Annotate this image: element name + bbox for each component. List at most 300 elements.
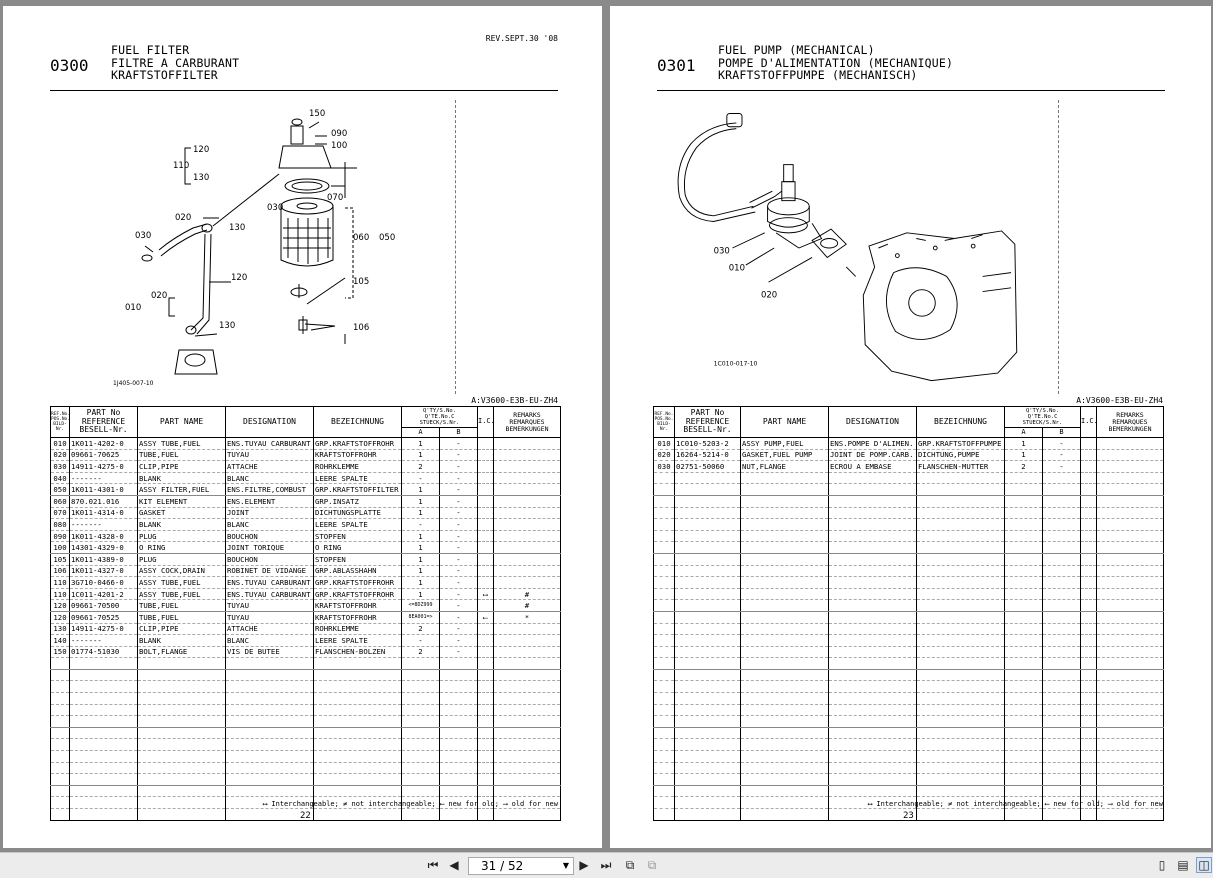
qty-b-cell: - — [440, 577, 478, 589]
designation-cell: JOINT TORIQUE — [226, 542, 314, 554]
part-number-cell — [675, 809, 741, 821]
part-number-cell — [675, 762, 741, 774]
qty-a-cell — [1005, 495, 1043, 507]
part-name-cell: TUBE,FUEL — [138, 449, 226, 461]
part-name-cell: GASKET,FUEL PUMP — [741, 449, 829, 461]
remarks-cell — [494, 553, 561, 565]
qty-b-cell: - — [440, 646, 478, 658]
bezeichnung-cell — [314, 809, 402, 821]
empty-row — [654, 623, 1164, 635]
remarks-cell — [1097, 785, 1164, 797]
col-remarks — [1097, 407, 1164, 438]
bezeichnung-cell: STOPFEN — [314, 553, 402, 565]
part-number-cell — [675, 751, 741, 763]
designation-cell — [829, 681, 917, 693]
col-part-no — [675, 407, 741, 438]
designation-cell: TUYAU — [226, 611, 314, 623]
part-name-cell — [138, 658, 226, 670]
part-number-cell — [675, 519, 741, 531]
empty-row — [51, 774, 561, 786]
part-name-cell — [741, 519, 829, 531]
callout-020: 020 — [175, 213, 192, 223]
remarks-cell — [1097, 449, 1164, 461]
designation-cell: ENS.TUYAU CARBURANT — [226, 577, 314, 589]
ic-cell — [1081, 565, 1097, 577]
section-header — [657, 44, 1165, 91]
empty-row — [654, 681, 1164, 693]
ref-cell: 106 — [51, 565, 70, 577]
empty-row — [654, 542, 1164, 554]
remarks-cell — [1097, 542, 1164, 554]
remarks-cell — [1097, 681, 1164, 693]
qty-a-cell — [402, 809, 440, 821]
remarks-cell — [1097, 438, 1164, 450]
ref-cell — [654, 716, 675, 728]
ic-cell — [1081, 693, 1097, 705]
qty-b-cell — [440, 716, 478, 728]
remarks-cell — [494, 785, 561, 797]
qty-a-cell — [1005, 669, 1043, 681]
ref-cell: 150 — [51, 646, 70, 658]
bezeichnung-cell: GRP.ABLASSHAHN — [314, 565, 402, 577]
designation-cell: ENS.TUYAU CARBURANT — [226, 438, 314, 450]
col-bezeichnung: BEZEICHNUNG — [314, 407, 402, 438]
table-row — [51, 438, 561, 450]
part-number-cell — [675, 600, 741, 612]
bezeichnung-cell — [917, 693, 1005, 705]
remarks-cell — [1097, 600, 1164, 612]
part-name-cell — [741, 681, 829, 693]
bezeichnung-cell — [917, 739, 1005, 751]
part-number-cell — [675, 495, 741, 507]
part-name-cell: BOLT,FLANGE — [138, 646, 226, 658]
qty-b-cell: - — [440, 611, 478, 623]
part-number-cell — [675, 797, 741, 809]
remarks-cell — [1097, 495, 1164, 507]
part-number-cell — [675, 611, 741, 623]
table-row — [654, 438, 1164, 450]
bezeichnung-cell: LEERE SPALTE — [314, 519, 402, 531]
table-row — [654, 449, 1164, 461]
ref-cell: 120 — [51, 611, 70, 623]
viewer-toolbar — [0, 852, 1213, 878]
part-name-cell: ASSY TUBE,FUEL — [138, 438, 226, 450]
title-fr: FILTRE A CARBURANT — [111, 55, 240, 70]
ref-cell — [654, 542, 675, 554]
qty-a-cell: 1 — [402, 577, 440, 589]
remarks-cell — [1097, 635, 1164, 647]
empty-row — [51, 681, 561, 693]
title-en: FUEL PUMP (MECHANICAL) — [718, 43, 875, 57]
designation-cell: BLANC — [226, 472, 314, 484]
remarks-cell — [494, 809, 561, 821]
qty-a-cell: - — [402, 635, 440, 647]
designation-cell — [829, 495, 917, 507]
designation-cell — [829, 542, 917, 554]
single-page-icon[interactable]: ▯ — [1158, 858, 1166, 872]
ic-cell — [1081, 495, 1097, 507]
table-row — [51, 484, 561, 496]
part-name-cell — [741, 646, 829, 658]
designation-cell — [829, 658, 917, 670]
continuous-icon[interactable]: ▤ — [1177, 858, 1189, 872]
ic-cell — [478, 438, 494, 450]
bezeichnung-cell: ROHRKLEMME — [314, 623, 402, 635]
table-row — [51, 577, 561, 589]
qty-a-cell — [1005, 704, 1043, 716]
callout-060: 060 — [353, 233, 370, 243]
hdr-ref-2: POS.No. — [51, 417, 70, 422]
ic-cell — [1081, 774, 1097, 786]
ref-cell — [654, 797, 675, 809]
hdr-rem-2: REMARQUES — [509, 417, 545, 426]
title-en: FUEL FILTER — [111, 43, 190, 57]
bezeichnung-cell — [917, 623, 1005, 635]
remarks-cell — [1097, 519, 1164, 531]
ic-cell — [1081, 577, 1097, 589]
designation-cell — [829, 600, 917, 612]
qty-b-cell — [1043, 716, 1081, 728]
qty-a-cell — [1005, 484, 1043, 496]
col-ref — [51, 407, 70, 438]
qty-b-cell — [1043, 542, 1081, 554]
part-name-cell — [138, 681, 226, 693]
qty-a-cell: <=8DZ999 — [402, 600, 440, 612]
callout-130b: 130 — [229, 223, 246, 233]
empty-row — [654, 774, 1164, 786]
designation-cell — [829, 472, 917, 484]
remarks-cell — [1097, 553, 1164, 565]
interchange-legend: ⟷ Interchangeable; ≠ not interchangeable; ⟵ new for old; ⟶ old for new — [262, 800, 558, 808]
bezeichnung-cell — [917, 530, 1005, 542]
hdr-rem-1: REMARKS — [1116, 410, 1144, 419]
revision-date: REV.SEPT.30 '08 — [485, 34, 558, 43]
qty-a-cell — [402, 739, 440, 751]
qty-a-cell — [402, 751, 440, 763]
table-row — [51, 530, 561, 542]
next-page-icon[interactable]: ▶ — [579, 858, 589, 872]
empty-row — [654, 553, 1164, 565]
qty-b-cell — [1043, 658, 1081, 670]
part-number-cell — [70, 739, 138, 751]
part-number-cell — [70, 762, 138, 774]
hdr-partno-2: REFERENCE — [81, 416, 126, 426]
designation-cell: ENS.FILTRE,COMBUST — [226, 484, 314, 496]
table-row — [51, 646, 561, 658]
ref-cell: 020 — [51, 449, 70, 461]
remarks-cell — [494, 774, 561, 786]
designation-cell: ECROU A EMBASE — [829, 461, 917, 473]
part-number-cell: 14911-4275-0 — [70, 623, 138, 635]
designation-cell — [829, 785, 917, 797]
ref-cell — [654, 727, 675, 739]
ref-cell: 060 — [51, 495, 70, 507]
hdr-rem-3: BEMERKUNGEN — [505, 424, 549, 433]
part-number-cell — [675, 484, 741, 496]
empty-row — [51, 762, 561, 774]
empty-row — [51, 658, 561, 670]
qty-b-cell — [440, 762, 478, 774]
qty-b-cell — [1043, 669, 1081, 681]
part-name-cell — [741, 530, 829, 542]
fit-width-icon[interactable]: ⧉ — [647, 858, 657, 872]
ic-cell — [478, 449, 494, 461]
ic-cell — [478, 809, 494, 821]
qty-b-cell — [440, 809, 478, 821]
callout-106: 106 — [353, 323, 370, 333]
designation-cell: ENS.TUYAU CARBURANT — [226, 588, 314, 600]
part-name-cell — [741, 809, 829, 821]
part-name-cell — [741, 727, 829, 739]
ic-cell — [1081, 611, 1097, 623]
qty-b-cell — [440, 681, 478, 693]
qty-b-cell — [440, 751, 478, 763]
bezeichnung-cell — [917, 600, 1005, 612]
designation-cell — [226, 774, 314, 786]
ref-cell — [654, 646, 675, 658]
callout-090: 090 — [331, 129, 348, 139]
qty-a-cell — [1005, 623, 1043, 635]
qty-b-cell: - — [440, 507, 478, 519]
remarks-cell — [1097, 588, 1164, 600]
parts-table — [50, 406, 561, 821]
empty-row — [654, 762, 1164, 774]
ref-cell: 110 — [51, 577, 70, 589]
callout-030: 030 — [713, 246, 730, 257]
qty-a-cell — [1005, 751, 1043, 763]
remarks-cell — [1097, 484, 1164, 496]
qty-a-cell: 1 — [1005, 449, 1043, 461]
part-number-cell — [675, 542, 741, 554]
col-qty — [402, 407, 478, 428]
ref-cell — [654, 635, 675, 647]
ic-cell — [1081, 785, 1097, 797]
qty-b-cell — [1043, 739, 1081, 751]
col-qty-a: A — [402, 428, 440, 438]
designation-cell: BLANC — [226, 635, 314, 647]
ref-cell — [654, 577, 675, 589]
empty-row — [654, 727, 1164, 739]
qty-b-cell — [1043, 681, 1081, 693]
ic-cell — [1081, 553, 1097, 565]
ic-cell — [478, 507, 494, 519]
ref-cell: 020 — [654, 449, 675, 461]
part-number-cell: 1C010-5203-2 — [675, 438, 741, 450]
remarks-cell — [494, 623, 561, 635]
two-page-icon[interactable]: ◫ — [1196, 857, 1212, 873]
part-name-cell — [741, 600, 829, 612]
part-name-cell — [138, 669, 226, 681]
part-name-cell — [138, 716, 226, 728]
table-row — [51, 507, 561, 519]
remarks-cell — [1097, 623, 1164, 635]
remarks-cell — [1097, 727, 1164, 739]
designation-cell: BLANC — [226, 519, 314, 531]
remarks-cell — [494, 565, 561, 577]
qty-b-cell: - — [440, 553, 478, 565]
qty-a-cell — [1005, 611, 1043, 623]
qty-a-cell — [1005, 565, 1043, 577]
callout-030: 030 — [267, 203, 284, 213]
empty-row — [654, 658, 1164, 670]
hdr-rem-2: REMARQUES — [1112, 417, 1148, 426]
remarks-cell — [1097, 611, 1164, 623]
remarks-cell — [1097, 658, 1164, 670]
table-row — [51, 461, 561, 473]
ref-cell: 010 — [51, 438, 70, 450]
part-name-cell: BLANK — [138, 635, 226, 647]
part-number-cell — [675, 553, 741, 565]
designation-cell: ENS.ELEMENT — [226, 495, 314, 507]
part-name-cell: O RING — [138, 542, 226, 554]
qty-a-cell: 1 — [402, 588, 440, 600]
table-row — [51, 600, 561, 612]
qty-b-cell — [440, 785, 478, 797]
ic-cell — [1081, 588, 1097, 600]
hdr-rem-3: BEMERKUNGEN — [1108, 424, 1152, 433]
designation-cell — [226, 704, 314, 716]
ic-cell — [1081, 600, 1097, 612]
qty-a-cell: 2 — [402, 646, 440, 658]
hdr-qty-2: Q'TE.No.C — [1027, 414, 1058, 420]
empty-row — [654, 751, 1164, 763]
remarks-cell — [494, 716, 561, 728]
fuel-pump-diagram — [670, 98, 1030, 398]
section-header — [50, 34, 558, 91]
hdr-rem-1: REMARKS — [513, 410, 541, 419]
hdr-qty-3: STUECK/S.Nr. — [419, 420, 460, 426]
first-page-icon[interactable]: ⏮ — [427, 858, 439, 872]
qty-b-cell: - — [440, 588, 478, 600]
bezeichnung-cell: KRAFTSTOFFROHR — [314, 600, 402, 612]
designation-cell: BOUCHON — [226, 553, 314, 565]
qty-a-cell — [1005, 542, 1043, 554]
part-number-cell — [675, 716, 741, 728]
ref-cell — [51, 681, 70, 693]
part-name-cell — [741, 623, 829, 635]
qty-b-cell — [1043, 646, 1081, 658]
qty-b-cell — [1043, 472, 1081, 484]
designation-cell — [829, 762, 917, 774]
qty-a-cell — [1005, 809, 1043, 821]
remarks-cell — [494, 461, 561, 473]
qty-b-cell: - — [440, 495, 478, 507]
callout-050: 050 — [379, 233, 396, 243]
col-qty — [1005, 407, 1081, 428]
qty-b-cell — [440, 739, 478, 751]
qty-b-cell — [1043, 751, 1081, 763]
hdr-partno-1: PART No — [86, 408, 121, 418]
page-selector[interactable] — [468, 857, 574, 875]
part-number-cell: 01774-51030 — [70, 646, 138, 658]
ic-cell — [478, 553, 494, 565]
qty-b-cell — [1043, 762, 1081, 774]
qty-b-cell — [1043, 507, 1081, 519]
qty-a-cell: 2 — [402, 623, 440, 635]
qty-a-cell — [402, 681, 440, 693]
page-indicator: 31 / 52 — [481, 859, 524, 873]
bezeichnung-cell — [314, 658, 402, 670]
part-number-cell: ------- — [70, 519, 138, 531]
designation-cell — [226, 669, 314, 681]
designation-cell — [829, 519, 917, 531]
remarks-cell — [494, 577, 561, 589]
part-name-cell — [138, 727, 226, 739]
part-number-cell: 14301-4329-0 — [70, 542, 138, 554]
qty-a-cell — [1005, 774, 1043, 786]
callout-110: 110 — [173, 161, 190, 171]
last-page-icon[interactable]: ⏭ — [600, 858, 612, 872]
hdr-partno-3: BESELL-Nr. — [683, 425, 732, 435]
ic-cell — [478, 646, 494, 658]
fit-page-icon[interactable]: ⧉ — [625, 858, 635, 872]
qty-a-cell — [402, 785, 440, 797]
ic-cell — [1081, 530, 1097, 542]
callout-010: 010 — [125, 303, 142, 313]
interchange-legend: ⟷ Interchangeable; ≠ not interchangeable; ⟵ new for old; ⟶ old for new — [867, 800, 1163, 808]
part-number-cell — [70, 797, 138, 809]
part-number-cell — [675, 635, 741, 647]
bezeichnung-cell: KRAFTSTOFFROHR — [314, 611, 402, 623]
ic-cell — [1081, 658, 1097, 670]
part-name-cell — [741, 762, 829, 774]
ref-cell: 030 — [51, 461, 70, 473]
figure-code: 1J405-007-10 — [113, 380, 154, 387]
prev-page-icon[interactable]: ◀ — [449, 858, 459, 872]
remarks-cell — [1097, 751, 1164, 763]
qty-a-cell — [1005, 588, 1043, 600]
part-number-cell — [70, 727, 138, 739]
empty-row — [51, 704, 561, 716]
ic-cell — [478, 739, 494, 751]
hdr-partno-1: PART No — [690, 408, 725, 418]
bezeichnung-cell — [314, 669, 402, 681]
remarks-cell — [1097, 565, 1164, 577]
ic-cell — [1081, 635, 1097, 647]
col-part-name: PART NAME — [741, 407, 829, 438]
qty-b-cell — [1043, 785, 1081, 797]
bezeichnung-cell — [917, 785, 1005, 797]
designation-cell — [226, 658, 314, 670]
part-name-cell — [741, 495, 829, 507]
table-row — [51, 449, 561, 461]
part-name-cell — [741, 669, 829, 681]
empty-row — [51, 751, 561, 763]
bezeichnung-cell: GRP.KRAFTSTOFFROHR — [314, 588, 402, 600]
bezeichnung-cell — [314, 681, 402, 693]
ref-cell — [654, 774, 675, 786]
hdr-partno-3: BESELL-Nr. — [79, 425, 128, 435]
table-row — [51, 635, 561, 647]
part-number-cell — [675, 739, 741, 751]
qty-a-cell — [1005, 519, 1043, 531]
bezeichnung-cell: DICHTUNGSPLATTE — [314, 507, 402, 519]
ic-cell — [478, 785, 494, 797]
bezeichnung-cell — [917, 553, 1005, 565]
ic-cell — [478, 519, 494, 531]
table-row — [51, 519, 561, 531]
part-name-cell — [741, 542, 829, 554]
qty-b-cell — [1043, 774, 1081, 786]
part-number-cell — [675, 727, 741, 739]
designation-cell: TUYAU — [226, 449, 314, 461]
qty-a-cell: 1 — [402, 449, 440, 461]
ref-cell — [654, 785, 675, 797]
ref-cell — [51, 727, 70, 739]
qty-a-cell — [1005, 507, 1043, 519]
remarks-cell — [1097, 669, 1164, 681]
designation-cell: BOUCHON — [226, 530, 314, 542]
